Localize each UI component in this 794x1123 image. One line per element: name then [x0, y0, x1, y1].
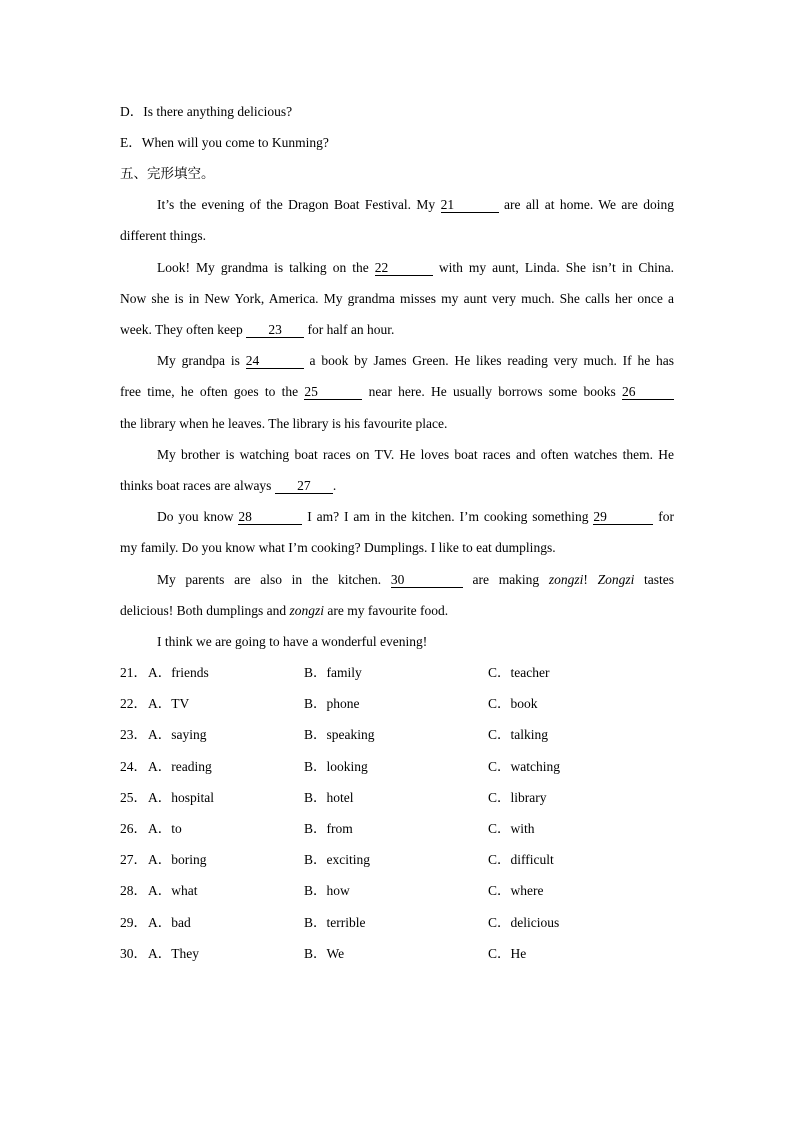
- question-row: [120, 725, 680, 745]
- passage-line: My grandpa is 24 a book by James Green. He likes reading very much. If he has: [157, 353, 675, 368]
- question-row: [120, 913, 680, 933]
- passage-line: different things.: [120, 228, 206, 243]
- blank-25[interactable]: 25: [304, 384, 362, 400]
- option-a[interactable]: A．saying: [148, 727, 207, 743]
- option-b[interactable]: B．speaking: [304, 727, 375, 743]
- question-number: 30．: [120, 945, 147, 961]
- question-number: 24．: [120, 758, 147, 774]
- option-a[interactable]: A．TV: [148, 696, 190, 712]
- option-d: D．Is there anything delicious?: [120, 104, 293, 119]
- option-c[interactable]: C．talking: [488, 727, 548, 743]
- question-row: [120, 757, 680, 777]
- passage-line: It’s the evening of the Dragon Boat Festival. My 21 are all at home. We are doing: [157, 197, 674, 212]
- question-row: [120, 694, 680, 714]
- option-a[interactable]: A．hospital: [148, 789, 214, 805]
- question-row: [120, 850, 680, 870]
- blank-29[interactable]: 29: [593, 509, 653, 525]
- passage-line: My parents are also in the kitchen. 30 are making zongzi! Zongzi tastes: [157, 572, 675, 587]
- blank-30[interactable]: 30: [391, 572, 463, 588]
- passage-line: delicious! Both dumplings and zongzi are my favourite food.: [120, 603, 449, 618]
- passage-line: week. They often keep 23 for half an hour.: [120, 322, 395, 337]
- question-number: 25．: [120, 789, 147, 805]
- option-a[interactable]: A．They: [148, 945, 199, 961]
- passage-line: my family. Do you know what I’m cooking? Dumplings. I like to eat dumplings.: [120, 540, 556, 555]
- passage-line: the library when he leaves. The library is his favourite place.: [120, 416, 448, 431]
- passage-line: Look! My grandma is talking on the 22 with my aunt, Linda. She isn’t in China.: [157, 260, 674, 275]
- option-a[interactable]: A．bad: [148, 914, 191, 930]
- question-number: 22．: [120, 696, 147, 712]
- question-number: 27．: [120, 852, 147, 868]
- question-row: [120, 663, 680, 683]
- passage-line: I think we are going to have a wonderful evening!: [157, 634, 428, 649]
- option-a[interactable]: A．reading: [148, 758, 212, 774]
- question-number: 26．: [120, 821, 147, 836]
- option-a[interactable]: A．boring: [148, 852, 207, 868]
- option-c[interactable]: C．book: [488, 696, 538, 712]
- question-row: [120, 819, 680, 839]
- blank-26[interactable]: 26: [622, 384, 674, 400]
- option-a[interactable]: A．what: [148, 883, 198, 899]
- option-c[interactable]: C．He: [488, 945, 527, 961]
- option-a[interactable]: A．friends: [148, 665, 209, 680]
- blank-24[interactable]: 24: [246, 353, 304, 369]
- option-c[interactable]: C．where: [488, 883, 544, 899]
- option-b[interactable]: B．terrible: [304, 914, 366, 930]
- option-c[interactable]: C．with: [488, 821, 535, 836]
- question-row: [120, 881, 680, 901]
- option-c[interactable]: C．watching: [488, 758, 560, 774]
- passage-line: thinks boat races are always 27 .: [120, 478, 337, 493]
- passage-line: Now she is in New York, America. My grandma misses my aunt very much. She calls her once a: [120, 291, 674, 306]
- question-number: 29．: [120, 914, 147, 930]
- question-number: 23．: [120, 727, 147, 743]
- passage-line: free time, he often goes to the 25 near here. He usually borrows some books 26: [120, 382, 674, 402]
- blank-28[interactable]: 28: [238, 509, 302, 525]
- option-c[interactable]: C．delicious: [488, 914, 560, 930]
- option-b[interactable]: B．family: [304, 665, 362, 680]
- option-b[interactable]: B．looking: [304, 758, 368, 774]
- question-number: 28．: [120, 883, 147, 899]
- option-c[interactable]: C．difficult: [488, 852, 554, 868]
- option-b[interactable]: B．exciting: [304, 852, 370, 868]
- blank-23[interactable]: 23: [246, 322, 304, 338]
- option-b[interactable]: B．from: [304, 821, 353, 836]
- option-b[interactable]: B．how: [304, 883, 350, 899]
- blank-22[interactable]: 22: [375, 260, 433, 276]
- question-row: [120, 944, 680, 964]
- question-row: [120, 788, 680, 808]
- option-c[interactable]: C．library: [488, 789, 547, 805]
- option-e: E．When will you come to Kunming?: [120, 135, 329, 150]
- option-b[interactable]: B．We: [304, 945, 345, 961]
- blank-27[interactable]: 27: [275, 478, 333, 494]
- passage-line: Do you know 28 I am? I am in the kitchen. I’m cooking something 29 for: [157, 509, 675, 524]
- option-b[interactable]: B．hotel: [304, 789, 354, 805]
- option-a[interactable]: A．to: [148, 821, 182, 836]
- section-title: 五、完形填空。: [120, 166, 215, 182]
- option-c[interactable]: C．teacher: [488, 665, 550, 680]
- option-b[interactable]: B．phone: [304, 696, 360, 712]
- question-number: 21．: [120, 665, 147, 680]
- passage-line: My brother is watching boat races on TV. He loves boat races and often watches them. He: [157, 447, 674, 462]
- blank-21[interactable]: 21: [441, 197, 499, 213]
